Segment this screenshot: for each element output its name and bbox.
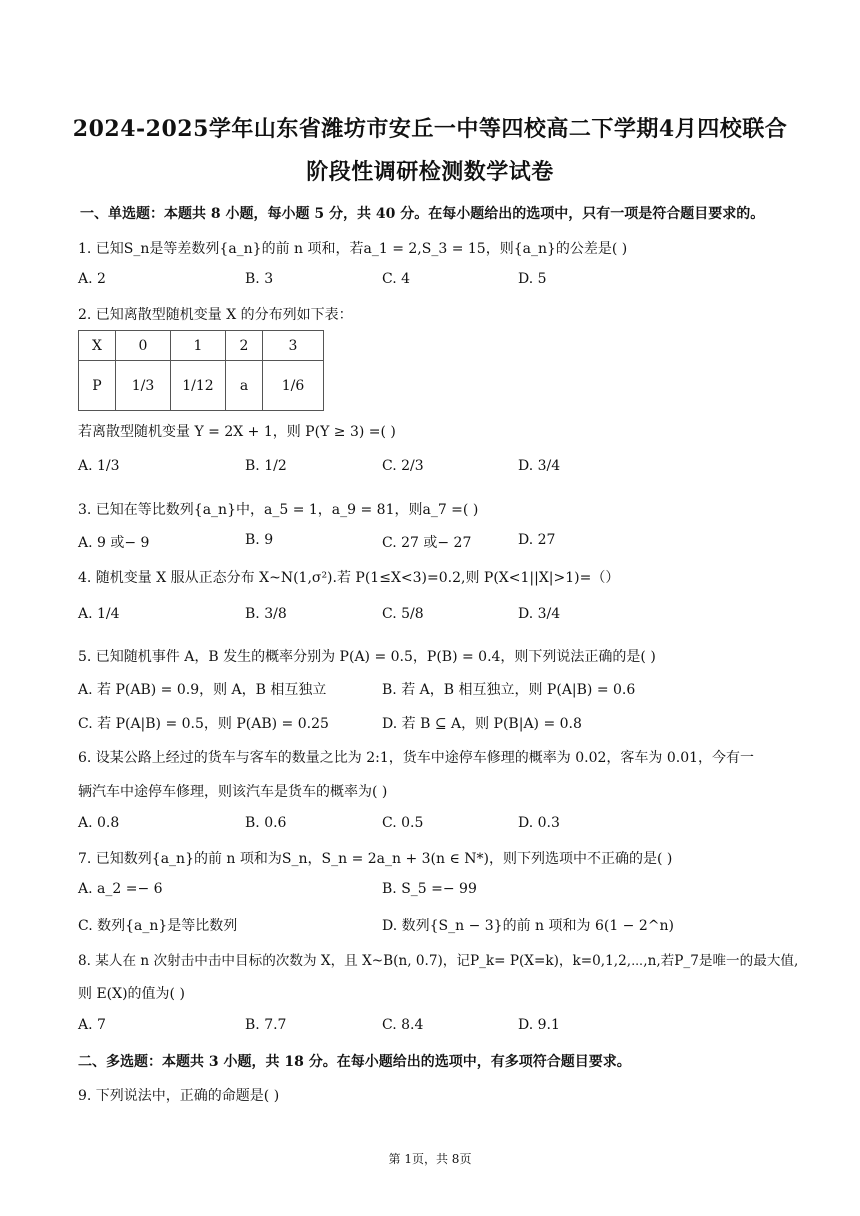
q1-option-a: A. 2 <box>78 271 106 287</box>
question-8-stem-line1: 8. 某人在 n 次射击中击中目标的次数为 X，且 X~B(n, 0.7)，记P_k= P(X=k)，k=0,1,2,⋯,n,若P_7是唯一的最大值, <box>78 953 799 969</box>
q2-option-c: C. 2/3 <box>382 458 424 474</box>
q4-option-b: B. 3/8 <box>245 606 287 622</box>
table-header-cell: 0 <box>116 331 171 361</box>
question-6-stem-line1: 6. 设某公路上经过的货车与客车的数量之比为 2:1，货车中途停车修理的概率为 0.02，客车为 0.01，今有一 <box>78 750 755 766</box>
q2-option-b: B. 1/2 <box>245 458 287 474</box>
question-7-stem: 7. 已知数列{a_n}的前 n 项和为S_n，S_n = 2a_n + 3(n ∈ N*)，则下列选项中不正确的是( ) <box>78 851 673 867</box>
q4-option-a: A. 1/4 <box>78 606 120 622</box>
table-cell: 1/3 <box>116 361 171 411</box>
question-3-stem: 3. 已知在等比数列{a_n}中，a_5 = 1，a_9 = 81，则a_7 =( ) <box>78 502 479 518</box>
table-header-cell: 1 <box>171 331 226 361</box>
q6-option-c: C. 0.5 <box>382 815 424 831</box>
q7-option-c: C. 数列{a_n}是等比数列 <box>78 918 238 934</box>
question-4-stem: 4. 随机变量 X 服从正态分布 X~N(1,σ²).若 P(1≤X<3)=0.2,则 P(X<1||X|>1)=（） <box>78 570 620 586</box>
table-cell: 1/6 <box>263 361 324 411</box>
q7-option-b: B. S_5 =− 99 <box>382 881 477 897</box>
distribution-table <box>78 330 324 411</box>
q5-option-d: D. 若 B ⊆ A，则 P(B|A) = 0.8 <box>382 716 582 732</box>
q3-option-c: C. 27 或− 27 <box>382 535 472 551</box>
question-5-stem: 5. 已知随机事件 A，B 发生的概率分别为 P(A) = 0.5，P(B) = 0.4，则下列说法正确的是( ) <box>78 649 656 665</box>
q8-option-c: C. 8.4 <box>382 1017 424 1033</box>
q6-option-d: D. 0.3 <box>518 815 560 831</box>
q6-option-a: A. 0.8 <box>78 815 120 831</box>
question-2-follow: 若离散型随机变量 Y = 2X + 1，则 P(Y ≥ 3) =( ) <box>78 424 396 440</box>
table-header-cell: 2 <box>226 331 263 361</box>
question-1-stem: 1. 已知S_n是等差数列{a_n}的前 n 项和，若a_1 = 2,S_3 = 15，则{a_n}的公差是( ) <box>78 241 628 257</box>
exam-title-line2: 阶段性调研检测数学试卷 <box>306 159 554 185</box>
q3-option-d: D. 27 <box>518 532 556 548</box>
page-footer: 第 1页，共 8页 <box>388 1152 472 1166</box>
q4-option-d: D. 3/4 <box>518 606 561 622</box>
question-9-stem: 9. 下列说法中，正确的命题是( ) <box>78 1088 280 1104</box>
q4-option-c: C. 5/8 <box>382 606 424 622</box>
q2-option-a: A. 1/3 <box>78 458 120 474</box>
exam-title-line1: 2024-2025学年山东省潍坊市安丘一中等四校高二下学期4月四校联合 <box>72 116 788 142</box>
q7-option-a: A. a_2 =− 6 <box>78 881 163 897</box>
question-6-stem-line2: 辆汽车中途停车修理，则该汽车是货车的概率为( ) <box>78 784 388 800</box>
question-2-stem: 2. 已知离散型随机变量 X 的分布列如下表： <box>78 307 353 323</box>
q7-option-d: D. 数列{S_n − 3}的前 n 项和为 6(1 − 2^n) <box>382 918 674 934</box>
q8-option-d: D. 9.1 <box>518 1017 560 1033</box>
table-cell: 1/12 <box>171 361 226 411</box>
table-header-cell: X <box>79 331 116 361</box>
table-cell: a <box>226 361 263 411</box>
table-row-label: P <box>79 361 116 411</box>
q1-option-b: B. 3 <box>245 271 274 287</box>
q5-option-a: A. 若 P(AB) = 0.9，则 A，B 相互独立 <box>78 682 327 698</box>
q3-option-b: B. 9 <box>245 532 274 548</box>
question-8-stem-line2: 则 E(X)的值为( ) <box>78 986 185 1002</box>
section-heading-multi-choice: 二、多选题：本题共 3 小题，共 18 分。在每小题给出的选项中，有多项符合题目要求。 <box>78 1054 631 1070</box>
q1-option-c: C. 4 <box>382 271 411 287</box>
table-header-cell: 3 <box>263 331 324 361</box>
section-heading-single-choice: 一、单选题：本题共 8 小题，每小题 5 分，共 40 分。在每小题给出的选项中，只有一项是符合题目要求的。 <box>80 206 765 222</box>
q3-option-a: A. 9 或− 9 <box>78 535 150 551</box>
q6-option-b: B. 0.6 <box>245 815 287 831</box>
q8-option-b: B. 7.7 <box>245 1017 287 1033</box>
q1-option-d: D. 5 <box>518 271 547 287</box>
q2-option-d: D. 3/4 <box>518 458 561 474</box>
q8-option-a: A. 7 <box>78 1017 106 1033</box>
q5-option-b: B. 若 A，B 相互独立，则 P(A|B) = 0.6 <box>382 682 636 698</box>
q5-option-c: C. 若 P(A|B) = 0.5，则 P(AB) = 0.25 <box>78 716 329 732</box>
